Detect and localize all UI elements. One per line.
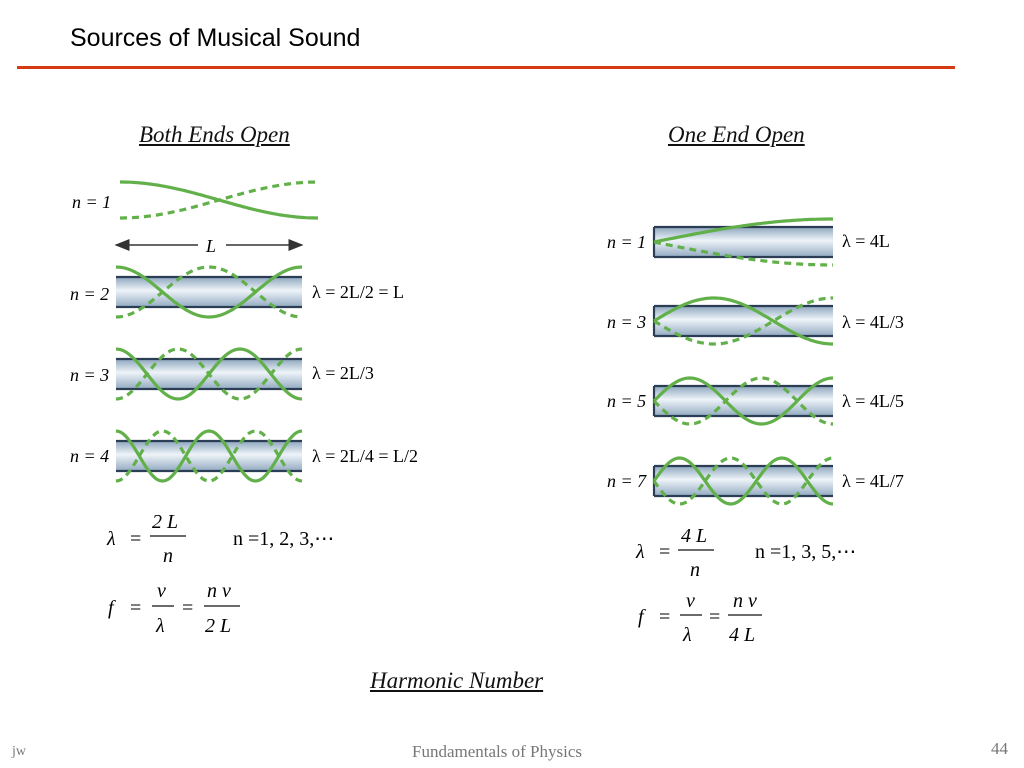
- right-row-lambda-label: λ = 4L/5: [842, 391, 904, 411]
- tube-body: [654, 227, 833, 257]
- equals-sign: =: [130, 597, 142, 619]
- right-wavelength-equation: [635, 525, 856, 581]
- fraction-denominator: n: [163, 545, 173, 567]
- n-values: n =1, 3, 5,⋯: [755, 541, 857, 563]
- f-symbol: f: [108, 597, 114, 619]
- lambda-symbol: λ: [107, 528, 116, 550]
- length-label: L: [206, 236, 217, 256]
- left-row-lambda-label: λ = 2L/4 = L/2: [312, 446, 419, 466]
- n-values: n =1, 2, 3,⋯: [233, 528, 335, 550]
- lambda-symbol: λ: [636, 541, 645, 563]
- equals-sign: =: [182, 597, 194, 619]
- f-symbol: f: [638, 606, 644, 628]
- tube-body: [116, 277, 302, 307]
- footer-author: jw: [12, 744, 26, 759]
- fraction-denominator: λ: [683, 624, 692, 646]
- equals-sign: =: [659, 606, 671, 628]
- equals-sign: =: [659, 541, 671, 563]
- fraction-denominator: λ: [156, 615, 165, 637]
- tube-body: [654, 306, 833, 336]
- footer-course: Fundamentals of Physics: [412, 742, 582, 761]
- right-column-tubes: [654, 219, 833, 504]
- right-row-n-label: n = 7: [607, 471, 647, 491]
- fraction-numerator: n v: [733, 590, 757, 612]
- left-wavelength-equation: [106, 511, 334, 567]
- heading-one-end-open: One End Open: [668, 122, 805, 147]
- fraction-numerator: v: [157, 580, 166, 602]
- fraction-numerator: n v: [207, 580, 231, 602]
- left-column-tubes: [116, 182, 318, 481]
- right-frequency-equation: [638, 590, 762, 646]
- left-row-n-label: n = 2: [70, 284, 110, 304]
- harmonic-number-label: Harmonic Number: [370, 668, 544, 693]
- right-row-n-label: n = 3: [607, 312, 647, 332]
- left-n1-label: n = 1: [72, 192, 112, 212]
- heading-both-ends-open: Both Ends Open: [139, 122, 290, 147]
- equals-sign: =: [130, 528, 142, 550]
- right-row-n-label: n = 1: [607, 232, 647, 252]
- fraction-numerator: 4 L: [681, 525, 708, 547]
- right-row-lambda-label: λ = 4L: [842, 231, 890, 251]
- left-row-n-label: n = 4: [70, 446, 110, 466]
- right-row-n-label: n = 5: [607, 391, 647, 411]
- left-row-lambda-label: λ = 2L/2 = L: [312, 282, 405, 302]
- left-row-lambda-label: λ = 2L/3: [312, 363, 374, 383]
- left-row-n-label: n = 3: [70, 365, 110, 385]
- left-frequency-equation: [108, 580, 240, 637]
- equals-sign: =: [709, 606, 721, 628]
- fraction-numerator: 2 L: [152, 511, 179, 533]
- fraction-denominator: 4 L: [729, 624, 756, 646]
- fraction-denominator: 2 L: [205, 615, 232, 637]
- right-row-lambda-label: λ = 4L/7: [842, 471, 904, 491]
- slide-title: Sources of Musical Sound: [70, 24, 361, 52]
- right-row-lambda-label: λ = 4L/3: [842, 312, 904, 332]
- fraction-numerator: v: [686, 590, 695, 612]
- page-number: 44: [991, 739, 1008, 758]
- fraction-denominator: n: [690, 559, 700, 581]
- wave-dashed: [120, 182, 318, 218]
